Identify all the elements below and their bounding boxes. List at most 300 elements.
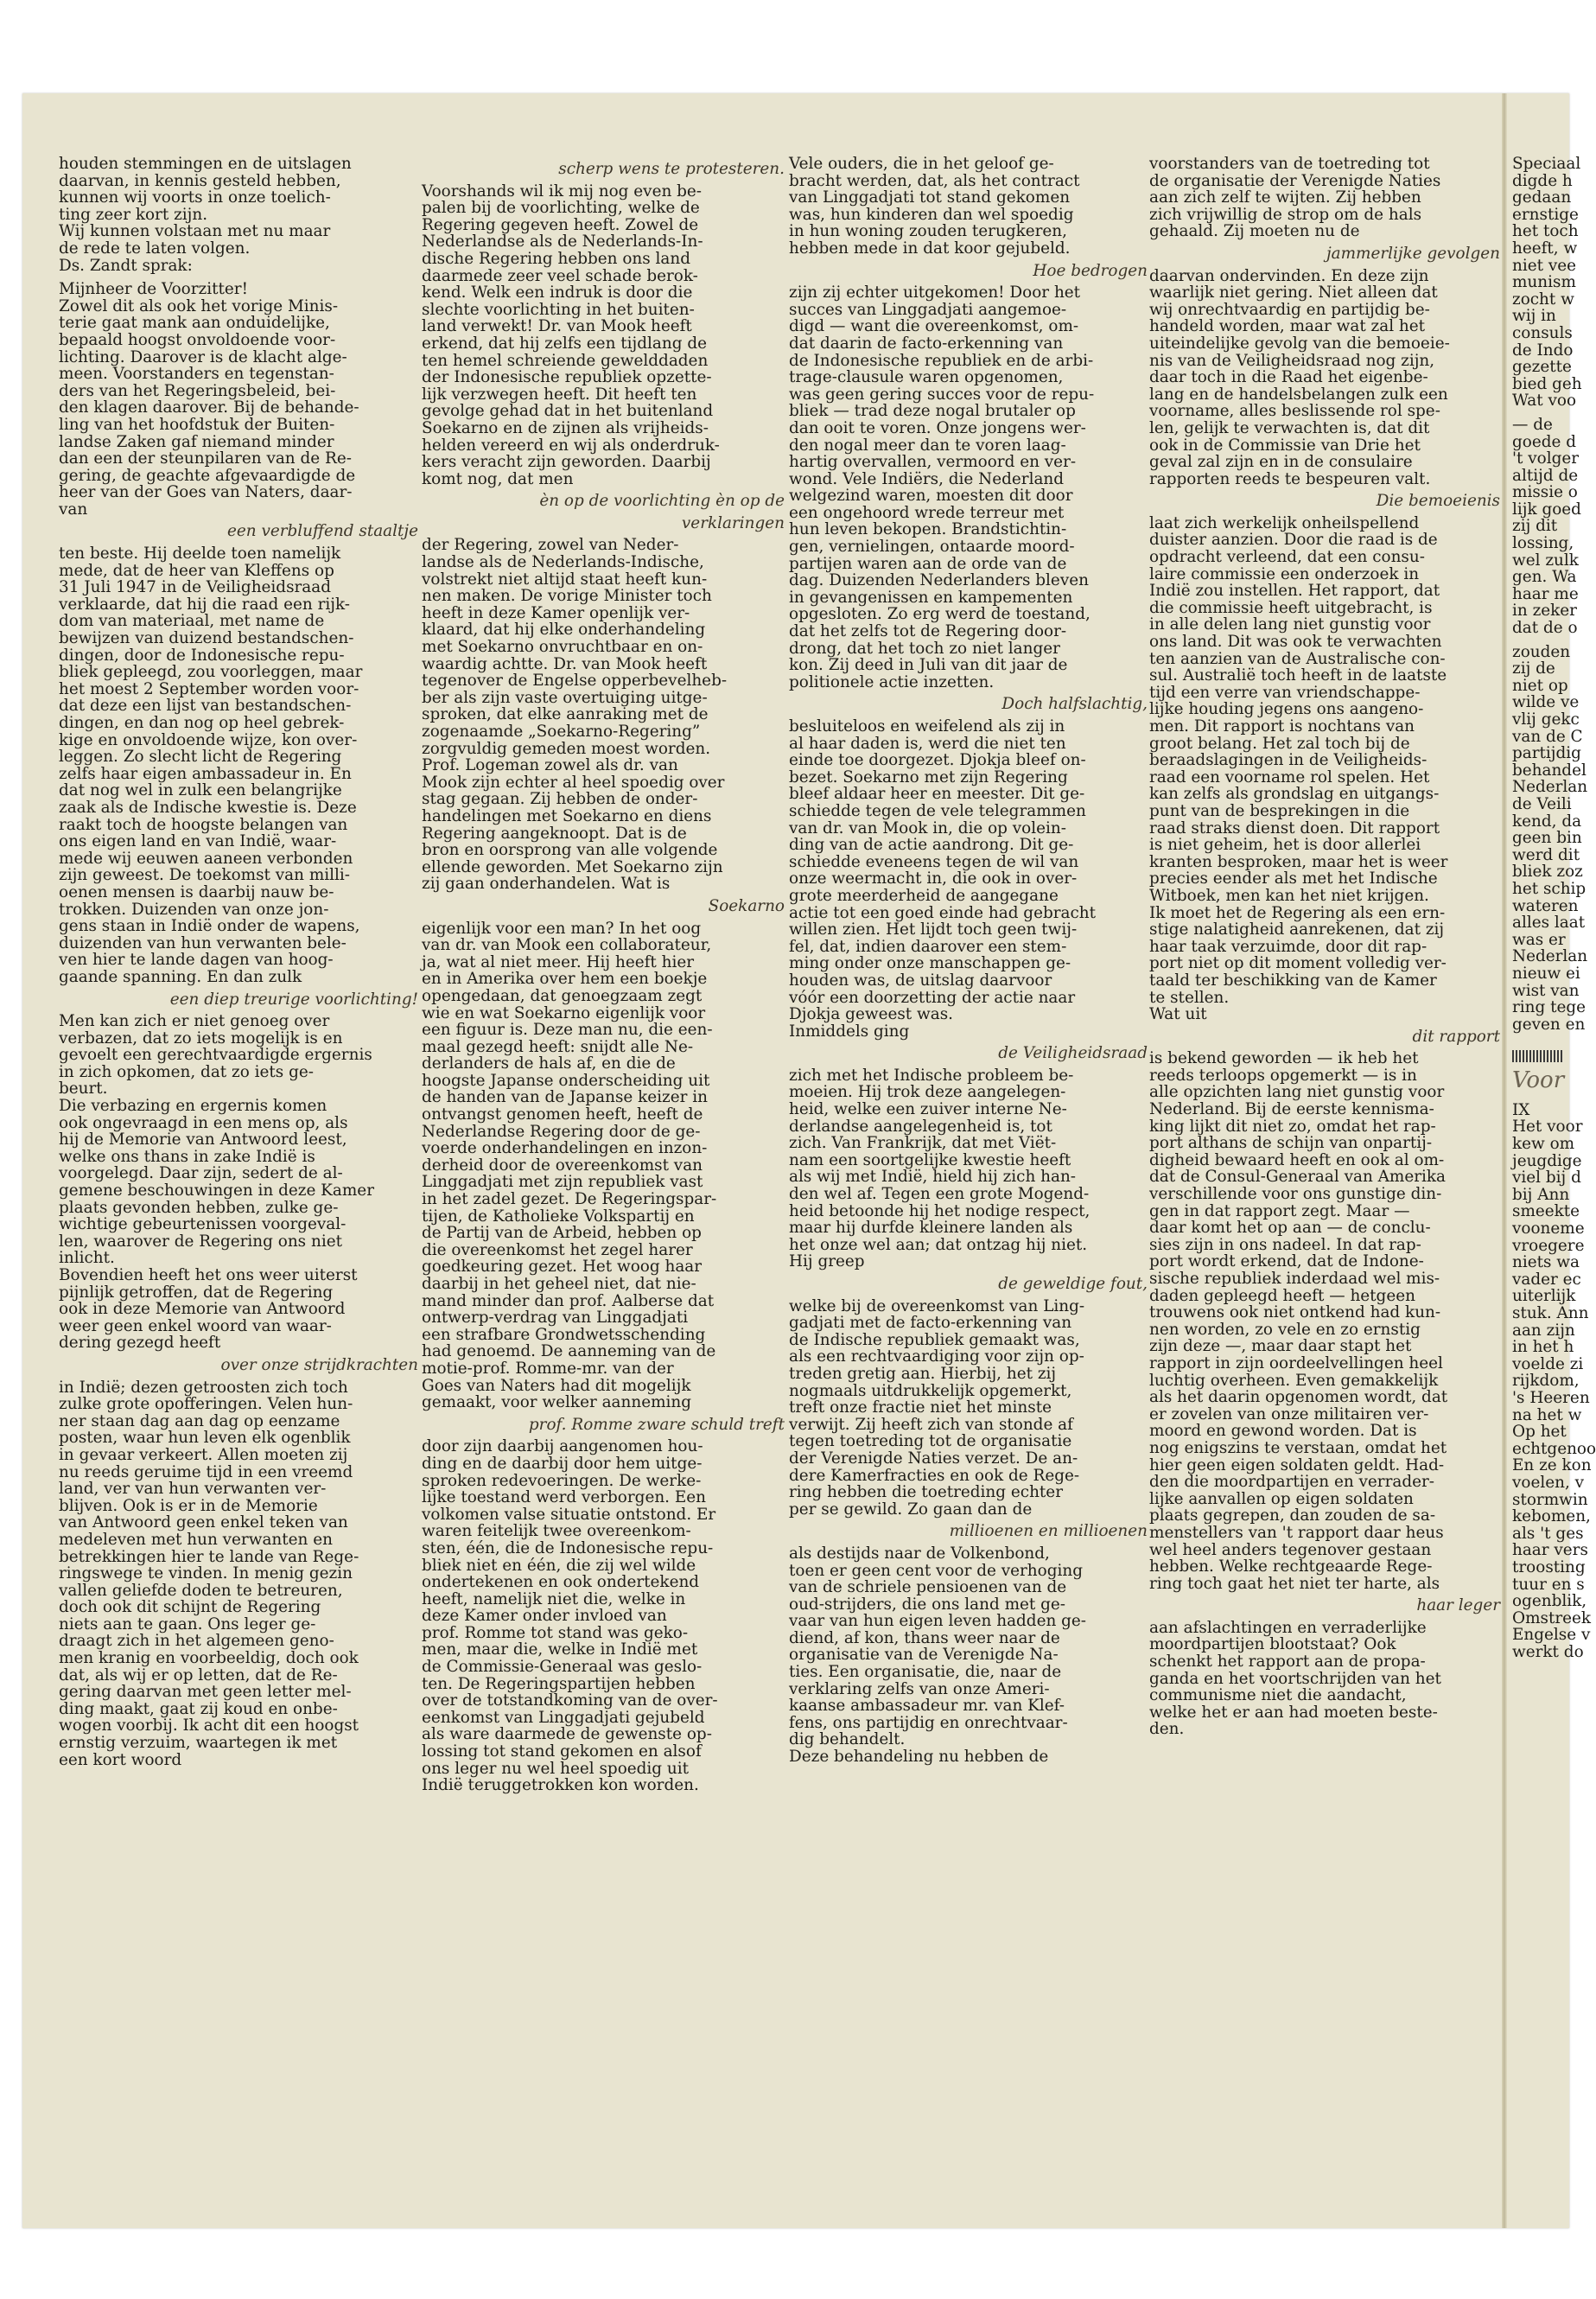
text-line: welke bij de overeenkomst van Ling-	[789, 1296, 1085, 1315]
text-line: de Partij van de Arbeid, hebben op	[422, 1224, 702, 1243]
text-line: den wel af. Tegen een grote Mogend-	[789, 1185, 1090, 1204]
text-line: treft onze fractie niet het minste	[789, 1398, 1052, 1417]
text-line: waren feitelijk twee overeenkom-	[422, 1522, 691, 1541]
text-line: mede wij eeuwen aaneen verbonden	[59, 849, 353, 868]
text-line: Vele ouders, die in het geloof ge-	[789, 155, 1054, 173]
text-line: ding en de daarbij door hem uitge-	[422, 1454, 703, 1473]
text-line: oud-strijders, die ons land met ge-	[789, 1595, 1066, 1614]
text-line: nis van de Veiligheidsraad nog zijn,	[1149, 351, 1435, 370]
text-line: het schip	[1512, 879, 1586, 898]
text-line: haar me	[1512, 584, 1579, 603]
text-line: gevoelt een gerechtvaardigde ergernis	[59, 1046, 372, 1065]
text-line: vooneme	[1512, 1220, 1585, 1239]
text-line: dig behandelt.	[789, 1730, 906, 1749]
text-line: motie-prof. Romme-mr. van der	[422, 1359, 674, 1378]
text-line: was, hun kinderen dan wel spoedig	[789, 205, 1074, 224]
text-line: trage-clausule waren opgenomen,	[789, 368, 1064, 387]
text-line: Linggadjati met zijn republiek vast	[422, 1173, 703, 1192]
text-line: troosting	[1512, 1557, 1586, 1576]
text-line: gens staan in Indië onder de wapens,	[59, 917, 360, 936]
text-line: behandel	[1512, 761, 1586, 780]
text-line: luchtig overheen. Even gemakkelijk	[1149, 1371, 1439, 1390]
text-line: Die verbazing en ergernis komen	[59, 1097, 327, 1116]
text-line: derlanders de hals af, en die de	[422, 1054, 676, 1073]
text-line: in het zadel gezet. De Regeringspar-	[422, 1190, 717, 1209]
text-line: komt nog, dat men	[422, 469, 574, 488]
text-line: moeien. Hij trok deze aangelegen-	[789, 1083, 1066, 1102]
text-line: kebomen,	[1512, 1507, 1591, 1526]
text-line: opengedaan, dat genoegzaam zegt	[422, 986, 703, 1005]
text-line: niet vee	[1512, 256, 1577, 275]
section-subheading: de geweldige fout,	[998, 1275, 1148, 1293]
text-line: stuk. Ann	[1512, 1304, 1589, 1322]
text-line: Wij kunnen volstaan met nu maar	[59, 222, 331, 241]
text-line: digd — want die overeenkomst, om-	[789, 317, 1079, 336]
section-subheading: over onze strijdkrachten	[220, 1355, 418, 1374]
text-line: communisme niet die aandacht,	[1149, 1686, 1407, 1705]
text-line: een strafbare Grondwetsschending	[422, 1325, 706, 1344]
text-line: plaats gevonden hebben, zulke ge-	[59, 1198, 339, 1217]
text-line: vader ec	[1512, 1270, 1581, 1289]
barcode-strip	[1512, 1050, 1564, 1062]
text-line: dat daarin de facto-erkenning van	[789, 334, 1064, 353]
text-line: helden vereerd en wij als onderdruk-	[422, 436, 720, 455]
text-line: gen. Wa	[1512, 568, 1577, 587]
text-line: schiedde eveneens tegen de wil van	[789, 852, 1079, 871]
text-line: medeleven met hun verwanten en	[59, 1530, 333, 1549]
text-line: trokken. Duizenden van onze jon-	[59, 900, 329, 919]
text-line: port niet op dit moment volledig ver-	[1149, 954, 1447, 973]
text-line: Ds. Zandt sprak:	[59, 256, 193, 275]
text-line: lossing tot stand gekomen en alsof	[422, 1742, 702, 1761]
text-line: actie tot een goed einde had gebracht	[789, 903, 1097, 922]
text-line: alle opzichten lang niet gunstig voor	[1149, 1083, 1445, 1102]
text-line: betrekkingen hier te lande van Rege-	[59, 1547, 359, 1566]
text-line: ernstig verzuim, waartegen ik met	[59, 1734, 338, 1753]
text-line: plaats gegrepen, dan zouden de sa-	[1149, 1506, 1436, 1525]
text-line: ties. Een organisatie, die, naar de	[789, 1663, 1062, 1682]
text-line: vallen geliefde doden te betreuren,	[59, 1581, 343, 1600]
text-line: partijdig	[1512, 744, 1581, 763]
text-line: sproken, dat elke aanraking met de	[422, 705, 709, 724]
text-line: Djokja geweest was.	[789, 1005, 954, 1024]
text-line: welke ons thans in zake Indië is	[59, 1147, 315, 1166]
text-line: gen in dat rapport zegt. Maar —	[1149, 1201, 1410, 1220]
text-line: kige en onvoldoende wijze, kon over-	[59, 730, 358, 749]
text-line: houden stemmingen en de uitslagen	[59, 155, 352, 173]
text-line: geval zal zijn en in de consulaire	[1149, 453, 1413, 472]
text-line: is bekend geworden — ik heb het	[1149, 1049, 1419, 1068]
text-line: dische Regering hebben ons land	[422, 249, 690, 268]
text-line: Deze behandeling nu hebben de	[789, 1748, 1049, 1767]
section-subheading: de Veiligheidsraad	[998, 1044, 1148, 1063]
text-line: vaar van hun eigen leven hadden ge-	[789, 1612, 1087, 1631]
text-line: len, gelijk te verwachten is, dat dit	[1149, 418, 1430, 437]
text-line: van de C	[1512, 727, 1583, 746]
text-line: treden gretig aan. Hierbij, het zij	[789, 1364, 1057, 1383]
text-line: port wordt erkend, dat de Indone-	[1149, 1252, 1424, 1271]
text-line: daarvan ondervinden. En deze zijn	[1149, 266, 1429, 285]
text-line: dat de Consul-Generaal van Amerika	[1149, 1168, 1447, 1187]
text-line: stag gegaan. Zij hebben de onder-	[422, 790, 698, 809]
text-line: ner staan dag aan dag op eenzame	[59, 1411, 340, 1430]
text-line: raad straks dienst doen. Dit rapport	[1149, 818, 1440, 837]
text-line: als een rechtvaardiging voor zijn op-	[789, 1347, 1084, 1366]
text-line: gering daarvan met geen letter mel-	[59, 1683, 352, 1702]
text-line: sproken redevoeringen. De werke-	[422, 1471, 702, 1490]
text-line: laat zich werkelijk onheilspellend	[1149, 513, 1420, 532]
text-line: doch ook dit schijnt de Regering	[59, 1598, 321, 1617]
text-line: in Indië; dezen getroosten zich toch	[59, 1378, 348, 1397]
text-line: vroegere	[1512, 1236, 1585, 1255]
text-line: ook in de Commissie van Drie het	[1149, 436, 1421, 455]
text-line: ven hier te lande dagen van hoog-	[59, 951, 334, 970]
text-line: vóór een doorzetting der actie naar	[789, 988, 1076, 1007]
text-line: daarmede zeer veel schade berok-	[422, 266, 698, 285]
text-line: duizenden van hun verwanten bele-	[59, 933, 347, 952]
text-line: drong, dat het toch zo niet langer	[789, 639, 1060, 658]
text-line: missie o	[1512, 483, 1578, 502]
text-line: Ik moet het de Regering als een ern-	[1149, 903, 1446, 922]
text-line: welgezind waren, moesten dit door	[789, 487, 1073, 506]
text-line: ding van de actie aandrong. Dit ge-	[789, 836, 1074, 855]
text-line: rijkdom,	[1512, 1372, 1580, 1391]
text-line: Nederland. Bij de eerste kennisma-	[1149, 1100, 1434, 1119]
text-line: gadjati met de facto-erkenning van	[789, 1314, 1072, 1333]
text-line: ganda en het voortschrijden van het	[1149, 1669, 1441, 1688]
text-line: derheid door de overeenkomst van	[422, 1156, 703, 1175]
text-line: daarbij in het geheel niet, dat nie-	[422, 1275, 696, 1293]
text-line: ernstige	[1512, 205, 1579, 224]
text-line: dat, als wij er op letten, dat de Re-	[59, 1665, 338, 1684]
text-line: gemene beschouwingen in deze Kamer	[59, 1181, 374, 1200]
text-line: zulke grote opofferingen. Velen hun-	[59, 1395, 353, 1414]
text-line: hartig overvallen, vermoord en ver-	[789, 453, 1077, 472]
text-line: gezette	[1512, 358, 1572, 377]
text-line: wichtige gebeurtenissen voorgeval-	[59, 1215, 347, 1234]
text-line: waardig achtte. Dr. van Mook heeft	[422, 654, 708, 673]
text-line: Mijnheer de Voorzitter!	[59, 280, 248, 299]
text-line: over de totstandkoming van de over-	[422, 1691, 718, 1710]
column-1	[59, 156, 418, 1768]
text-line: grote meerderheid de aangegane	[789, 886, 1059, 905]
text-line: geen bin	[1512, 829, 1582, 848]
text-line: zaak als de Indische kwestie is. Deze	[59, 798, 357, 817]
column-3	[789, 156, 1148, 1766]
text-line: dere Kamerfracties en ook de Rege-	[789, 1466, 1080, 1485]
text-line: — de	[1512, 415, 1553, 434]
text-line: als destijds naar de Volkenbond,	[789, 1544, 1050, 1563]
text-line: IX	[1512, 1100, 1530, 1119]
text-line: nieuw ei	[1512, 964, 1580, 983]
text-line: en in Amerika over hem een boekje	[422, 970, 708, 989]
text-line: Op het	[1512, 1423, 1567, 1442]
text-line: zij dit	[1512, 517, 1558, 536]
text-line: leggen. Zo slecht licht de Regering	[59, 748, 342, 767]
section-subheading: verklaringen	[681, 513, 785, 532]
text-line: landse Zaken gaf niemand minder	[59, 432, 334, 451]
text-line: zijn geweest. De toekomst van milli-	[59, 866, 351, 885]
text-line: het moest 2 September worden voor-	[59, 679, 359, 698]
text-line: prof. Romme tot stand was geko-	[422, 1623, 689, 1642]
text-line: bracht werden, dat, als het contract	[789, 171, 1080, 190]
masthead-logo: Voor	[1512, 1067, 1565, 1094]
text-line: in gevaar verkeert. Allen moeten zij	[59, 1445, 348, 1464]
text-line: het onze wel aan; dat ontzag hij niet.	[789, 1235, 1088, 1254]
text-line: viel bij d	[1512, 1169, 1581, 1188]
text-line: nen worden, zo vele en zo ernstig	[1149, 1320, 1421, 1339]
text-line: Men kan zich er niet genoeg over	[59, 1012, 330, 1031]
text-line: tegenover de Engelse opperbevelheb-	[422, 672, 728, 691]
text-line: Regering gegeven heeft. Zowel de	[422, 215, 699, 234]
text-line: wel zulk	[1512, 551, 1579, 570]
text-line: palen bij de voorlichting, welke de	[422, 199, 700, 218]
text-line: bliek gepleegd, zou voorleggen, maar	[59, 663, 363, 682]
text-line: partijen waren aan de orde van de	[789, 554, 1067, 573]
text-line: lijk goed	[1512, 500, 1581, 519]
text-line: de Veili	[1512, 794, 1572, 813]
text-line: Nederlandse als de Nederlands-In-	[422, 232, 703, 252]
text-line: die overeenkomst het zegel harer	[422, 1240, 693, 1259]
text-line: punt van de besprekingen in die	[1149, 801, 1410, 820]
section-subheading: Soekarno	[708, 896, 785, 915]
text-line: werd dit	[1512, 845, 1580, 864]
text-line: daar toch in die Raad het eigenbe-	[1149, 368, 1428, 387]
text-line: wel heel anders tegenover gestaan	[1149, 1540, 1432, 1559]
text-line: wij onrechtvaardig en partijdig be-	[1149, 300, 1430, 319]
text-line: ringswege te vinden. In menig gezin	[59, 1564, 353, 1583]
text-line: taald ter beschikking van de Kamer	[1149, 971, 1437, 990]
text-line: 't volger	[1512, 449, 1580, 468]
text-line: beraadslagingen in de Veiligheids-	[1149, 751, 1427, 770]
text-line: kan zelfs als grondslag en uitgangs-	[1149, 785, 1440, 804]
text-line: raad een voorname rol spelen. Het	[1149, 767, 1430, 786]
text-line: rapporten reeds te bespeuren valt.	[1149, 469, 1431, 488]
text-line: zich vrijwillig de strop om de hals	[1149, 205, 1422, 224]
text-line: in zeker	[1512, 602, 1577, 621]
text-line: jeugdige	[1512, 1151, 1582, 1170]
text-line: terie gaat mank aan onduidelijke,	[59, 314, 330, 333]
text-line: moord en gewond worden. Dat is	[1149, 1422, 1417, 1441]
text-line: kranten besproken, maar het is weer	[1149, 852, 1448, 871]
text-line: raakt toch de hoogste belangen van	[59, 815, 348, 834]
text-line: Speciaal	[1512, 155, 1581, 173]
text-line: slechte voorlichting in het buiten-	[422, 300, 695, 319]
text-line: sul. Australië toch heeft in de laatste	[1149, 666, 1447, 685]
section-subheading: jammerlijke gevolgen	[1326, 244, 1500, 263]
text-line: van	[59, 500, 88, 519]
text-line: Inmiddels ging	[789, 1022, 910, 1041]
section-subheading: Doch halfslachtig,	[1001, 695, 1148, 714]
text-line: schenkt het rapport aan de propa-	[1149, 1653, 1426, 1672]
text-line: zich. Van Frankrijk, dat met Viët-	[789, 1134, 1057, 1153]
text-line: ontwerp-verdrag van Linggadjati	[422, 1309, 689, 1328]
text-line: sische republiek inderdaad wel mis-	[1149, 1270, 1440, 1288]
page-fold-shadow	[1502, 93, 1507, 2228]
text-line: als 't ges	[1512, 1524, 1584, 1543]
text-line: dingen, door de Indonesische repu-	[59, 646, 345, 665]
text-line: fel, dat, indien daarover een stem-	[789, 937, 1067, 956]
text-line: stige nalatigheid aanrekenen, dat zij	[1149, 920, 1445, 939]
text-line: tegen toetreding tot de organisatie	[789, 1432, 1072, 1451]
text-line: nog enigszins te verstaan, omdat het	[1149, 1438, 1447, 1457]
text-line: succes van Linggadjati aangemoe-	[789, 300, 1067, 319]
text-line: verbazen, dat zo iets mogelijk is en	[59, 1028, 343, 1048]
text-line: 's Heeren	[1512, 1388, 1590, 1407]
text-line: in het h	[1512, 1338, 1574, 1357]
text-line: ons eigen land en van Indië, waar-	[59, 832, 337, 851]
text-line: dag. Duizenden Nederlanders bleven	[789, 571, 1089, 590]
text-line: ming onder onze manschappen ge-	[789, 954, 1071, 973]
text-line: lijk verzwegen heeft. Dit heeft ten	[422, 385, 697, 404]
text-line: laire commissie een onderzoek in	[1149, 564, 1420, 583]
text-line: kend, da	[1512, 812, 1582, 831]
text-line: Zowel dit als ook het vorige Minis-	[59, 296, 339, 315]
text-line: als het daarin opgenomen wordt, dat	[1149, 1388, 1448, 1407]
text-line: 31 Juli 1947 in de Veiligheidsraad	[59, 578, 332, 597]
text-line: ellende geworden. Met Soekarno zijn	[422, 857, 723, 876]
text-line: mede, dat de heer van Kleffens op	[59, 561, 334, 580]
text-line: land verwekt! Dr. van Mook heeft	[422, 317, 692, 336]
text-line: daden gepleegd heeft — hetgeen	[1149, 1286, 1415, 1305]
text-line: politionele actie inzetten.	[789, 672, 995, 691]
text-line: alles laat	[1512, 914, 1586, 933]
text-line: gen, vernielingen, ontaarde moord-	[789, 538, 1075, 557]
text-line: Witboek, men kan het niet krijgen.	[1149, 886, 1429, 905]
text-line: ting zeer kort zijn.	[59, 205, 208, 224]
section-subheading: Hoe bedrogen	[1033, 261, 1148, 280]
text-line: per se gewild. Zo gaan dan de	[789, 1500, 1033, 1519]
text-line: bliek — trad deze nogal brutaler op	[789, 402, 1076, 421]
text-line: derlandse aangelegenheid is, tot	[789, 1117, 1052, 1136]
text-line: den klagen daarover. Bij de behande-	[59, 398, 359, 417]
text-line: den die moordpartijen en verrader-	[1149, 1473, 1435, 1492]
text-line: vlij gekc	[1512, 710, 1580, 729]
text-line: inlicht.	[59, 1249, 115, 1268]
text-line: kend. Welk een indruk is door die	[422, 283, 693, 302]
text-line: zouden	[1512, 642, 1571, 661]
text-line: Engelse v	[1512, 1626, 1591, 1645]
text-line: nam een soortgelijke kwestie heeft	[789, 1150, 1071, 1169]
text-line: ten aanzien van de Australische con-	[1149, 649, 1446, 668]
text-line: opgesloten. Zo erg werd de toestand,	[789, 605, 1090, 624]
text-line: lossing,	[1512, 534, 1574, 553]
text-line: port althans de schijn van onpartij-	[1149, 1134, 1433, 1153]
text-line: der Verenigde Naties verzet. De an-	[789, 1449, 1078, 1468]
text-line: landse als de Nederlands-Indische,	[422, 553, 704, 572]
text-line: besluiteloos en weifelend als zij in	[789, 717, 1065, 736]
text-line: is niet geheim, het is door allerlei	[1149, 836, 1421, 855]
text-line: wogen voorbij. Ik acht dit een hoogst	[59, 1716, 359, 1735]
text-line: werkt do	[1512, 1642, 1584, 1661]
text-line: de rede te laten volgen.	[59, 239, 251, 258]
text-line: meen. Voorstanders en tegenstan-	[59, 365, 334, 384]
text-line: een ongehoord wrede terreur met	[789, 503, 1065, 522]
text-line: bleef aldaar heer en meester. Dit ge-	[789, 785, 1085, 804]
text-line: men kranig en voorbeeldig, doch ook	[59, 1649, 359, 1668]
text-line: dat deze een lijst van bestandschen-	[59, 697, 352, 716]
text-line: van Antwoord geen enkel teken van	[59, 1513, 348, 1532]
text-line: bij Ann	[1512, 1185, 1570, 1204]
text-line: tijd een verre van vriendschappe-	[1149, 683, 1421, 702]
text-line: Nederlandse Regering door de ge-	[422, 1122, 701, 1141]
text-line: nu reeds geruime tijd in een vreemd	[59, 1462, 353, 1481]
text-line: zogenaamde „Soekarno-Regering”	[422, 723, 701, 741]
text-line: wie en wat Soekarno eigenlijk voor	[422, 1003, 706, 1022]
text-line: zij gaan onderhandelen. Wat is	[422, 875, 671, 894]
text-line: met Soekarno onvruchtbaar en on-	[422, 638, 703, 657]
text-line: handeld worden, maar wat zal het	[1149, 317, 1426, 336]
text-line: kers veracht zijn geworden. Daarbij	[422, 453, 711, 472]
text-line: schiedde tegen de vele telegrammen	[789, 801, 1086, 820]
text-line: goedkeuring gezet. Het woog haar	[422, 1258, 703, 1277]
text-line: groot belang. Het zal toch bij de	[1149, 734, 1410, 753]
text-line: Mook zijn echter al heel spoedig over	[422, 773, 725, 792]
text-line: willen zien. Het lijdt toch geen twij-	[789, 920, 1078, 939]
text-line: ja, wat al niet meer. Hij heeft hier	[422, 952, 695, 971]
text-line: daar komt het op aan — de conclu-	[1149, 1219, 1431, 1238]
text-line: de Commissie-Generaal was geslo-	[422, 1658, 703, 1677]
text-line: zij de	[1512, 659, 1555, 678]
text-line: de Indonesische republiek en de arbi-	[789, 351, 1094, 370]
text-line: de handen van de Japanse keizer in	[422, 1088, 708, 1107]
text-line: voorgelegd. Daar zijn, sedert de al-	[59, 1164, 343, 1183]
text-line: Wat uit	[1149, 1005, 1207, 1024]
text-line: niet op	[1512, 676, 1568, 695]
text-line: ring toch gaat het niet ter harte, als	[1149, 1574, 1440, 1593]
text-line: Wat voo	[1512, 392, 1577, 411]
text-line: in zich opkomen, dat zo iets ge-	[59, 1062, 314, 1081]
text-line: dat de o	[1512, 619, 1578, 638]
text-line: Regering aangeknoopt. Dat is de	[422, 824, 687, 843]
text-line: ling van het hoofdstuk der Buiten-	[59, 415, 335, 434]
text-line: reeds terloops opgemerkt — is in	[1149, 1066, 1417, 1085]
text-line: kunnen wij voorts in onze toelich-	[59, 188, 331, 207]
text-line: trouwens ook niet ontkend had kun-	[1149, 1303, 1441, 1322]
text-line: Bovendien heeft het ons weer uiterst	[59, 1266, 358, 1284]
newspaper-page	[22, 93, 1596, 2228]
text-line: bliek niet en één, die zij wel wilde	[422, 1556, 696, 1575]
text-line: eenkomst van Linggadjati gejubeld	[422, 1708, 705, 1727]
text-line: gaande spanning. En dan zulk	[59, 967, 302, 986]
text-line: moordpartijen blootstaat? Ook	[1149, 1635, 1396, 1654]
text-line: tijen, de Katholieke Volkspartij en	[422, 1207, 695, 1226]
text-line: waarlijk niet gering. Niet alleen dat	[1149, 283, 1438, 302]
text-line: digde h	[1512, 171, 1573, 190]
text-line: ring tege	[1512, 998, 1586, 1017]
text-line: men, maar die, welke in Indië met	[422, 1640, 698, 1659]
text-line: zijn zij echter uitgekomen! Door het	[789, 283, 1081, 302]
text-line: Nederlan	[1512, 778, 1588, 797]
text-line: hun leven bekopen. Brandstichtin-	[789, 520, 1067, 539]
text-line: Nederlan	[1512, 947, 1588, 966]
text-line: in alle delen lang niet gunstig voor	[1149, 615, 1431, 634]
text-line: maar hij durfde kleinere landen als	[789, 1219, 1073, 1238]
text-line: lijke houding jegens ons aangeno-	[1149, 700, 1424, 719]
text-line: houden was, de uitslag daarvoor	[789, 971, 1052, 990]
text-line: gedaan	[1512, 188, 1572, 207]
text-line: Soekarno en de zijnen als vrijheids-	[422, 418, 709, 437]
text-line: fens, ons partijdig en onrechtvaar-	[789, 1713, 1068, 1732]
text-line: hier geen eigen soldaten geldt. Had-	[1149, 1455, 1445, 1474]
text-line: Goes van Naters had dit mogelijk	[422, 1376, 691, 1395]
text-line: wilde ve	[1512, 693, 1580, 712]
text-line: hebben. Welke rechtgeaarde Rege-	[1149, 1557, 1433, 1576]
text-line: de organisatie der Verenigde Naties	[1149, 171, 1441, 190]
text-line: En ze kon	[1512, 1456, 1592, 1475]
text-line: zich met het Indische probleem be-	[789, 1066, 1074, 1085]
text-line: altijd de	[1512, 466, 1579, 485]
